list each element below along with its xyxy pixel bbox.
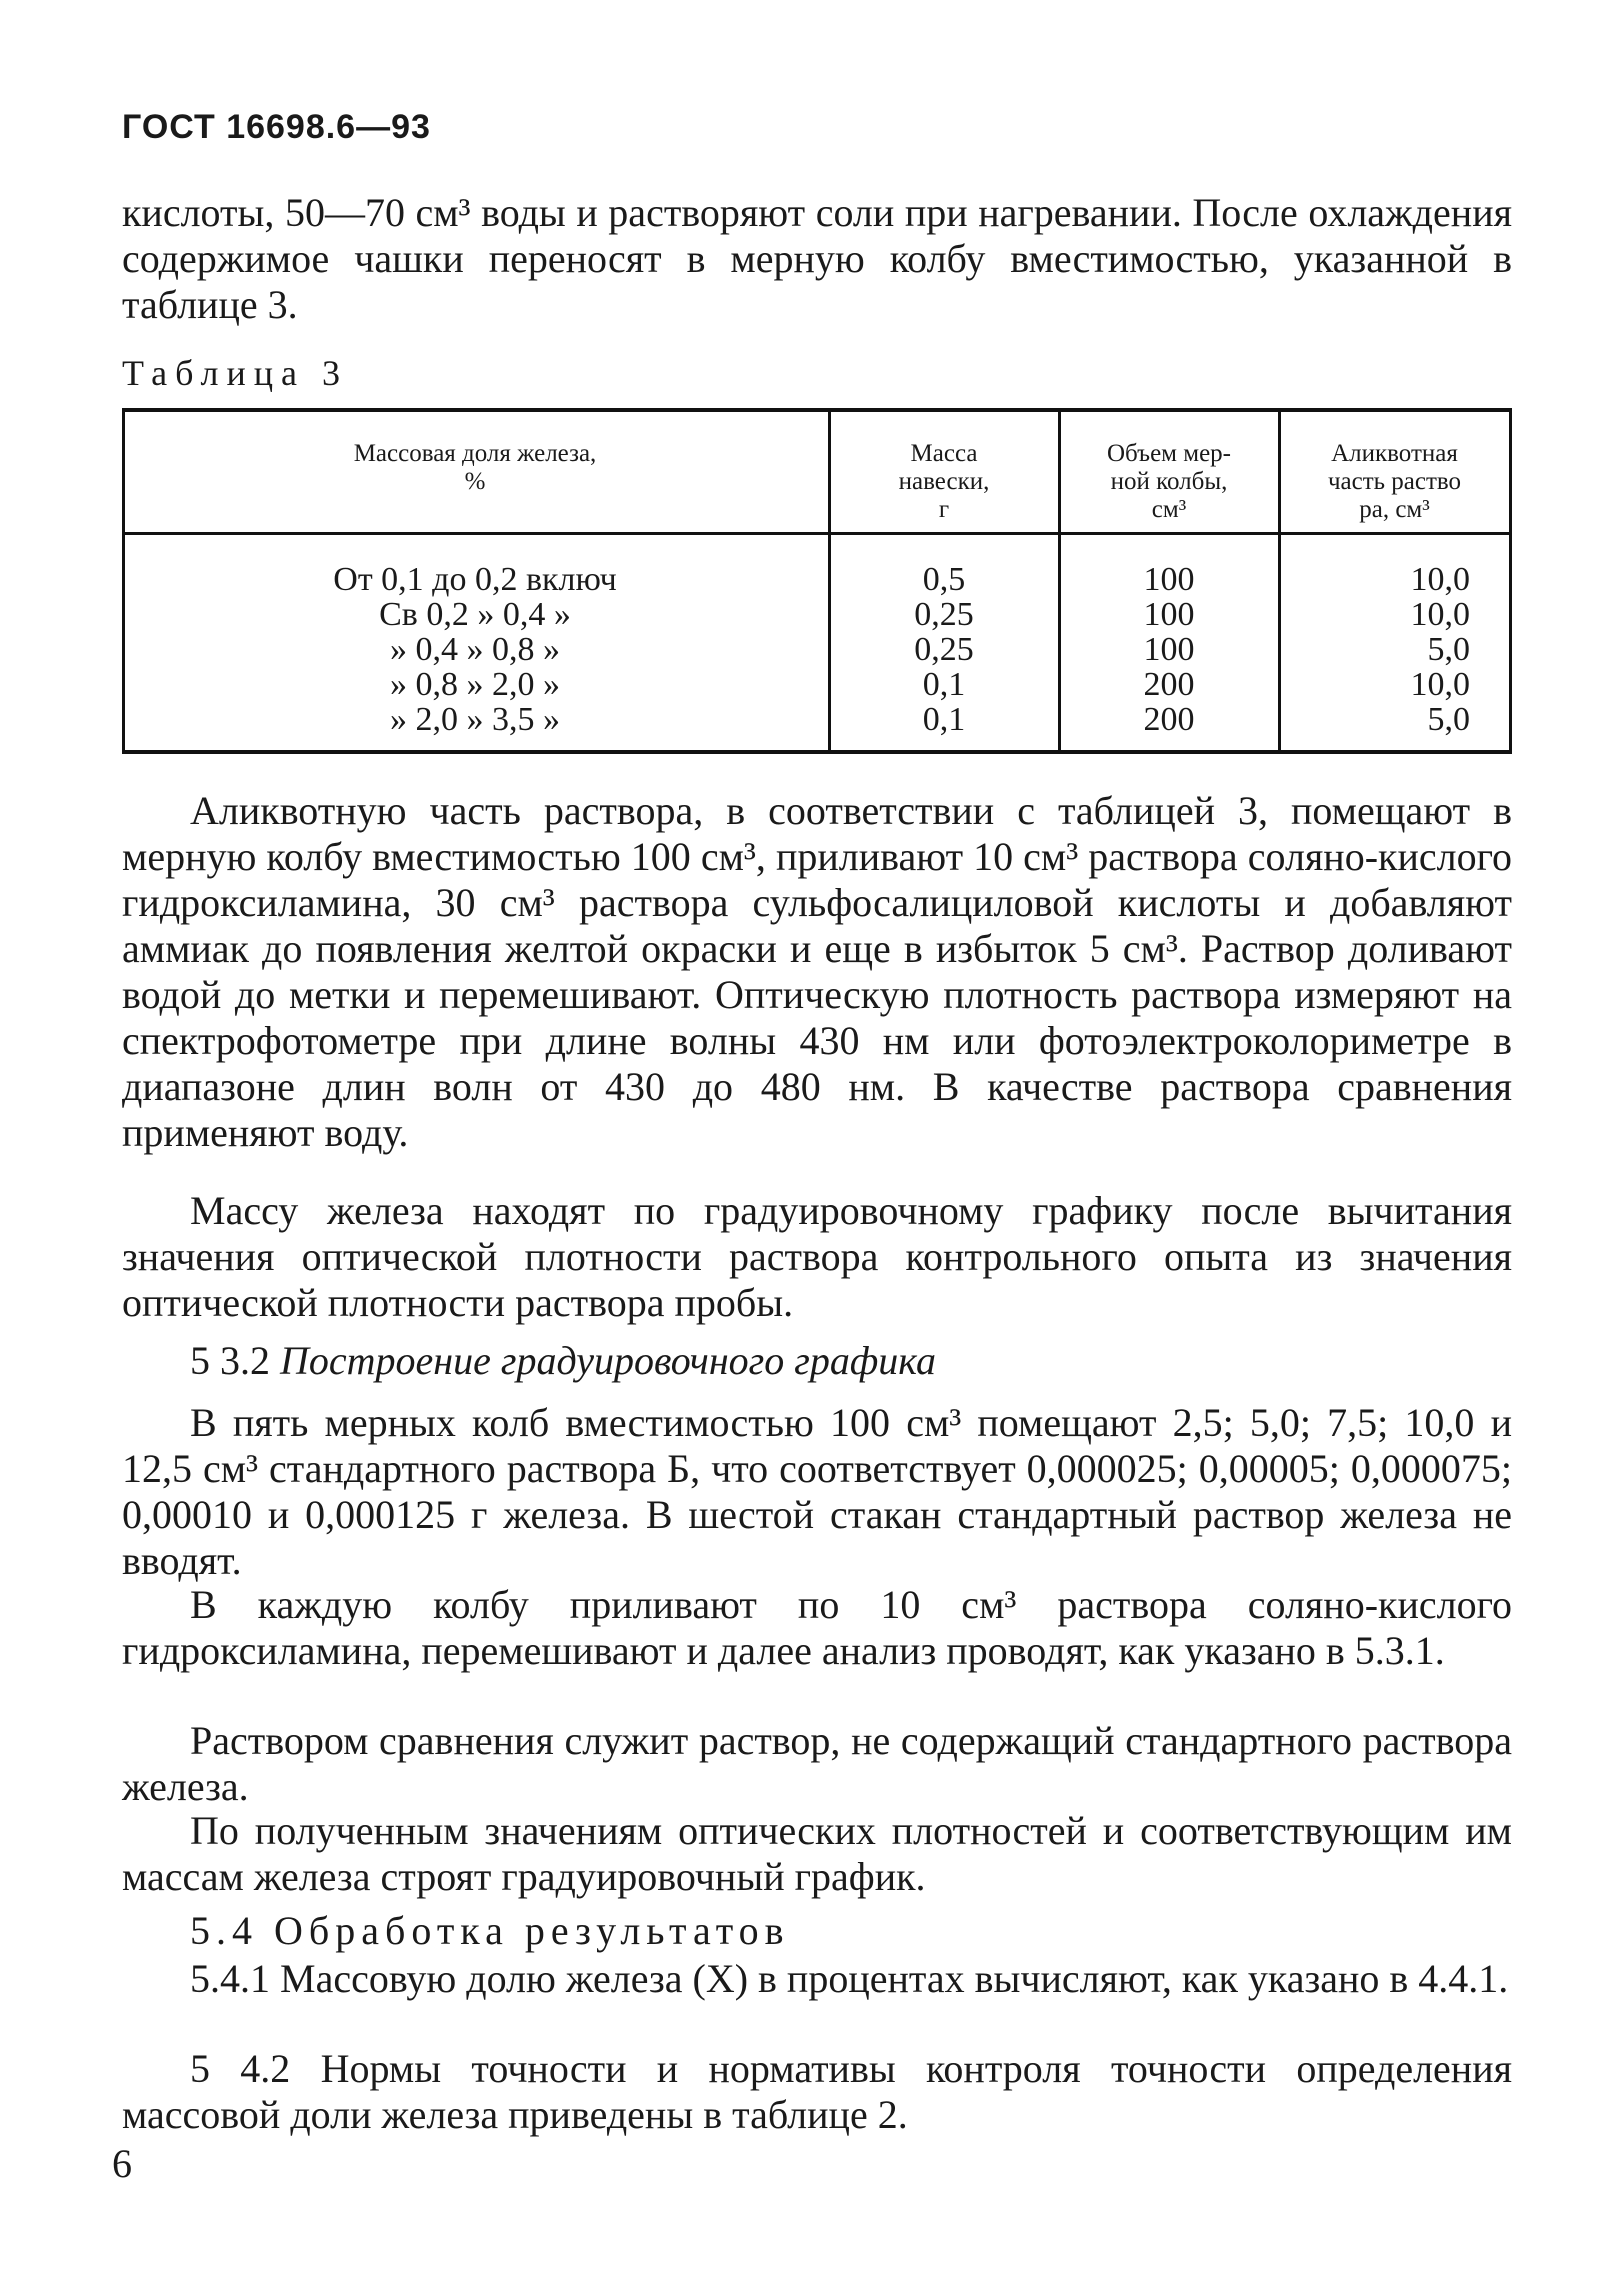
column-iron-fraction xyxy=(122,562,828,737)
table-cell-mass: 0,5 xyxy=(922,561,966,598)
table-cell-aliquot: 10,0 xyxy=(1410,666,1470,703)
column-flask-volume xyxy=(1060,562,1278,737)
table-cell-range: От 0,1 до 0,2 включ xyxy=(333,561,617,598)
table-cell-mass: 0,1 xyxy=(922,701,966,738)
paragraph-comparison: Раствором сравнения служит раствор, не содержащий стандартного раствора железа. xyxy=(122,1718,1512,1809)
column-aliquot xyxy=(1280,562,1470,737)
column-header-flask-volume: Объем мер- ной колбы, см³ xyxy=(1107,440,1231,523)
table-cell-aliquot: 10,0 xyxy=(1410,596,1470,633)
paragraph-graph: По полученным значениям оптических плотностей и соответствующим им массам железа строят градуировочный график. xyxy=(122,1808,1512,1899)
table-cell-aliquot: 5,0 xyxy=(1427,701,1470,738)
section-532-number: 5 3.2 xyxy=(190,1338,270,1383)
column-header-iron-fraction: Массовая доля железа, % xyxy=(353,440,597,495)
table-cell-volume: 200 xyxy=(1143,666,1195,703)
table-cell-volume: 100 xyxy=(1143,561,1195,598)
table-cell-range: » 0,8 » 2,0 » xyxy=(390,666,560,703)
paragraph-five-flasks: В пять мерных колб вместимостью 100 см³ помещают 2,5; 5,0; 7,5; 10,0 и 12,5 см³ стандартного раствора Б, что соответствует 0,000025; 0,00005; 0,000075; 0,00010 и 0,000125 г железа. В шестой стакан стандартный раствор железа не вводят. xyxy=(122,1400,1512,1583)
table-cell-volume: 100 xyxy=(1143,596,1195,633)
table-border-right xyxy=(1509,412,1512,750)
section-532-title: Построение градуировочного графика xyxy=(280,1338,936,1383)
column-header-sample-mass: Масса навески, г xyxy=(898,440,990,523)
table-cell-range: » 2,0 » 3,5 » xyxy=(390,701,560,738)
table-cell-mass: 0,1 xyxy=(922,666,966,703)
column-header-aliquot: Аликвотная часть раство ра, см³ xyxy=(1327,440,1462,523)
table-header-rule xyxy=(122,532,1512,535)
table-cell-volume: 200 xyxy=(1143,701,1195,738)
table-cell-volume: 100 xyxy=(1143,631,1195,668)
table-cell-mass: 0,25 xyxy=(914,596,974,633)
data-table xyxy=(122,408,1512,754)
standard-header: ГОСТ 16698.6—93 xyxy=(122,108,431,146)
paragraph-541: 5.4.1 Массовую долю железа (X) в процентах вычисляют, как указано в 4.4.1. xyxy=(190,1956,1509,2001)
table-caption: Таблица 3 xyxy=(122,353,348,393)
paragraph-each-flask: В каждую колбу приливают по 10 см³ раствора соляно-кислого гидроксиламина, перемешивают и далее анализ проводят, как указано в 5.3.1. xyxy=(122,1582,1512,1673)
paragraph-542: 5 4.2 Нормы точности и нормативы контроля точности определения массовой доли железа приведены в таблице 2. xyxy=(122,2046,1512,2137)
table-cell-aliquot: 5,0 xyxy=(1427,631,1470,668)
paragraph-mass-found: Массу железа находят по градуировочному графику после вычитания значения оптической плотности раствора контрольного опыта из значения оптической плотности раствора пробы. xyxy=(122,1188,1512,1325)
paragraph-aliquot: Аликвотную часть раствора, в соответствии с таблицей 3, помещают в мерную колбу вместимостью 100 см³, приливают 10 см³ раствора соляно-кислого гидроксиламина, 30 см³ раствора сульфосалициловой кислоты и добавляют аммиак до появления желтой окраски и еще в избыток 5 см³. Раствор доливают водой до метки и перемешивают. Оптическую плотность раствора измеряют на спектрофотометре при длине волны 430 нм или фотоэлектроколориметре в диапазоне длин волн от 430 до 480 нм. В качестве раствора сравнения применяют воду. xyxy=(122,788,1512,1155)
section-54-heading: 5.4 Обработка результатов xyxy=(190,1908,790,1953)
table-cell-range: » 0,4 » 0,8 » xyxy=(390,631,560,668)
table-cell-mass: 0,25 xyxy=(914,631,974,668)
intro-paragraph: кислоты, 50—70 см³ воды и растворяют соли при нагревании. После охлаждения содержимое чашки переносят в мерную колбу вместимостью, указанной в таблице 3. xyxy=(122,190,1512,327)
table-cell-range: Св 0,2 » 0,4 » xyxy=(379,596,571,633)
table-cell-aliquot: 10,0 xyxy=(1410,561,1470,598)
page-number: 6 xyxy=(112,2141,132,2186)
column-sample-mass xyxy=(830,562,1058,737)
section-532-heading xyxy=(122,1338,1512,1384)
